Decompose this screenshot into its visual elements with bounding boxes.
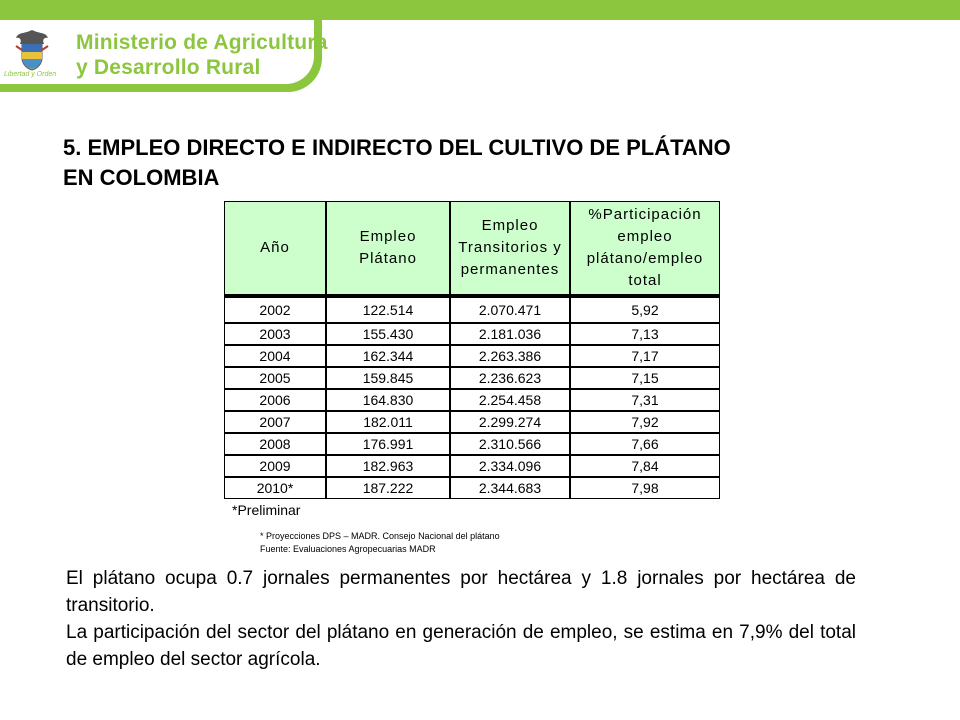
employment-table-container	[224, 201, 720, 499]
cell-trans: 2.181.036	[450, 323, 570, 345]
cell-pct: 7,15	[570, 367, 720, 389]
employment-table	[224, 201, 720, 499]
cell-trans: 2.254.458	[450, 389, 570, 411]
preliminary-note: *Preliminar	[232, 502, 301, 518]
table-row	[224, 433, 720, 455]
cell-year: 2002	[224, 295, 326, 323]
header-top-bar	[0, 0, 960, 20]
cell-direct: 122.514	[326, 295, 450, 323]
table-row	[224, 477, 720, 499]
cell-trans: 2.236.623	[450, 367, 570, 389]
cell-direct: 164.830	[326, 389, 450, 411]
cell-pct: 7,13	[570, 323, 720, 345]
cell-trans: 2.263.386	[450, 345, 570, 367]
cell-direct: 159.845	[326, 367, 450, 389]
cell-trans: 2.310.566	[450, 433, 570, 455]
table-row	[224, 411, 720, 433]
cell-year: 2003	[224, 323, 326, 345]
cell-direct: 182.963	[326, 455, 450, 477]
ministry-name-line1: Ministerio de Agricultura	[76, 31, 328, 54]
body-text	[66, 565, 856, 673]
table-row	[224, 323, 720, 345]
source-line1: * Proyecciones DPS – MADR. Consejo Nacional del plátano	[260, 531, 500, 541]
body-paragraph-1: El plátano ocupa 0.7 jornales permanentes por hectárea y 1.8 jornales por hectárea de transitorio.	[66, 568, 856, 616]
cell-direct: 187.222	[326, 477, 450, 499]
header-year: Año	[224, 201, 326, 295]
ministry-name-line2: y Desarrollo Rural	[76, 56, 261, 79]
coat-of-arms-icon	[12, 28, 52, 72]
cell-pct: 7,98	[570, 477, 720, 499]
table-body	[224, 295, 720, 499]
cell-direct: 155.430	[326, 323, 450, 345]
cell-year: 2007	[224, 411, 326, 433]
cell-year: 2008	[224, 433, 326, 455]
cell-direct: 176.991	[326, 433, 450, 455]
cell-year: 2006	[224, 389, 326, 411]
header-transitory-employment: Empleo Transitorios y permanentes	[450, 201, 570, 295]
motto-text: Libertad y Orden	[4, 71, 57, 78]
source-line2: Fuente: Evaluaciones Agropecuarias MADR	[260, 544, 436, 554]
cell-pct: 5,92	[570, 295, 720, 323]
table-row	[224, 295, 720, 323]
table-row	[224, 367, 720, 389]
table-row	[224, 455, 720, 477]
cell-trans: 2.334.096	[450, 455, 570, 477]
cell-pct: 7,31	[570, 389, 720, 411]
title-line2: EN COLOMBIA	[63, 165, 220, 190]
cell-year: 2004	[224, 345, 326, 367]
body-paragraph-2: La participación del sector del plátano en generación de empleo, se estima en 7,9% del total de empleo del sector agrícola.	[66, 622, 856, 670]
cell-trans: 2.344.683	[450, 477, 570, 499]
title-line1: 5. EMPLEO DIRECTO E INDIRECTO DEL CULTIVO DE PLÁTANO	[63, 135, 731, 160]
table-header-row	[224, 201, 720, 295]
table-row	[224, 345, 720, 367]
cell-pct: 7,84	[570, 455, 720, 477]
header-participation: %Participación empleo plátano/empleo total	[570, 201, 720, 295]
sources-note	[260, 530, 500, 556]
table-row	[224, 389, 720, 411]
cell-pct: 7,66	[570, 433, 720, 455]
header-direct-employment: Empleo Plátano	[326, 201, 450, 295]
cell-year: 2005	[224, 367, 326, 389]
cell-pct: 7,17	[570, 345, 720, 367]
cell-year: 2010*	[224, 477, 326, 499]
cell-direct: 182.011	[326, 411, 450, 433]
cell-pct: 7,92	[570, 411, 720, 433]
cell-year: 2009	[224, 455, 326, 477]
cell-trans: 2.070.471	[450, 295, 570, 323]
page-title	[63, 133, 903, 193]
cell-direct: 162.344	[326, 345, 450, 367]
cell-trans: 2.299.274	[450, 411, 570, 433]
